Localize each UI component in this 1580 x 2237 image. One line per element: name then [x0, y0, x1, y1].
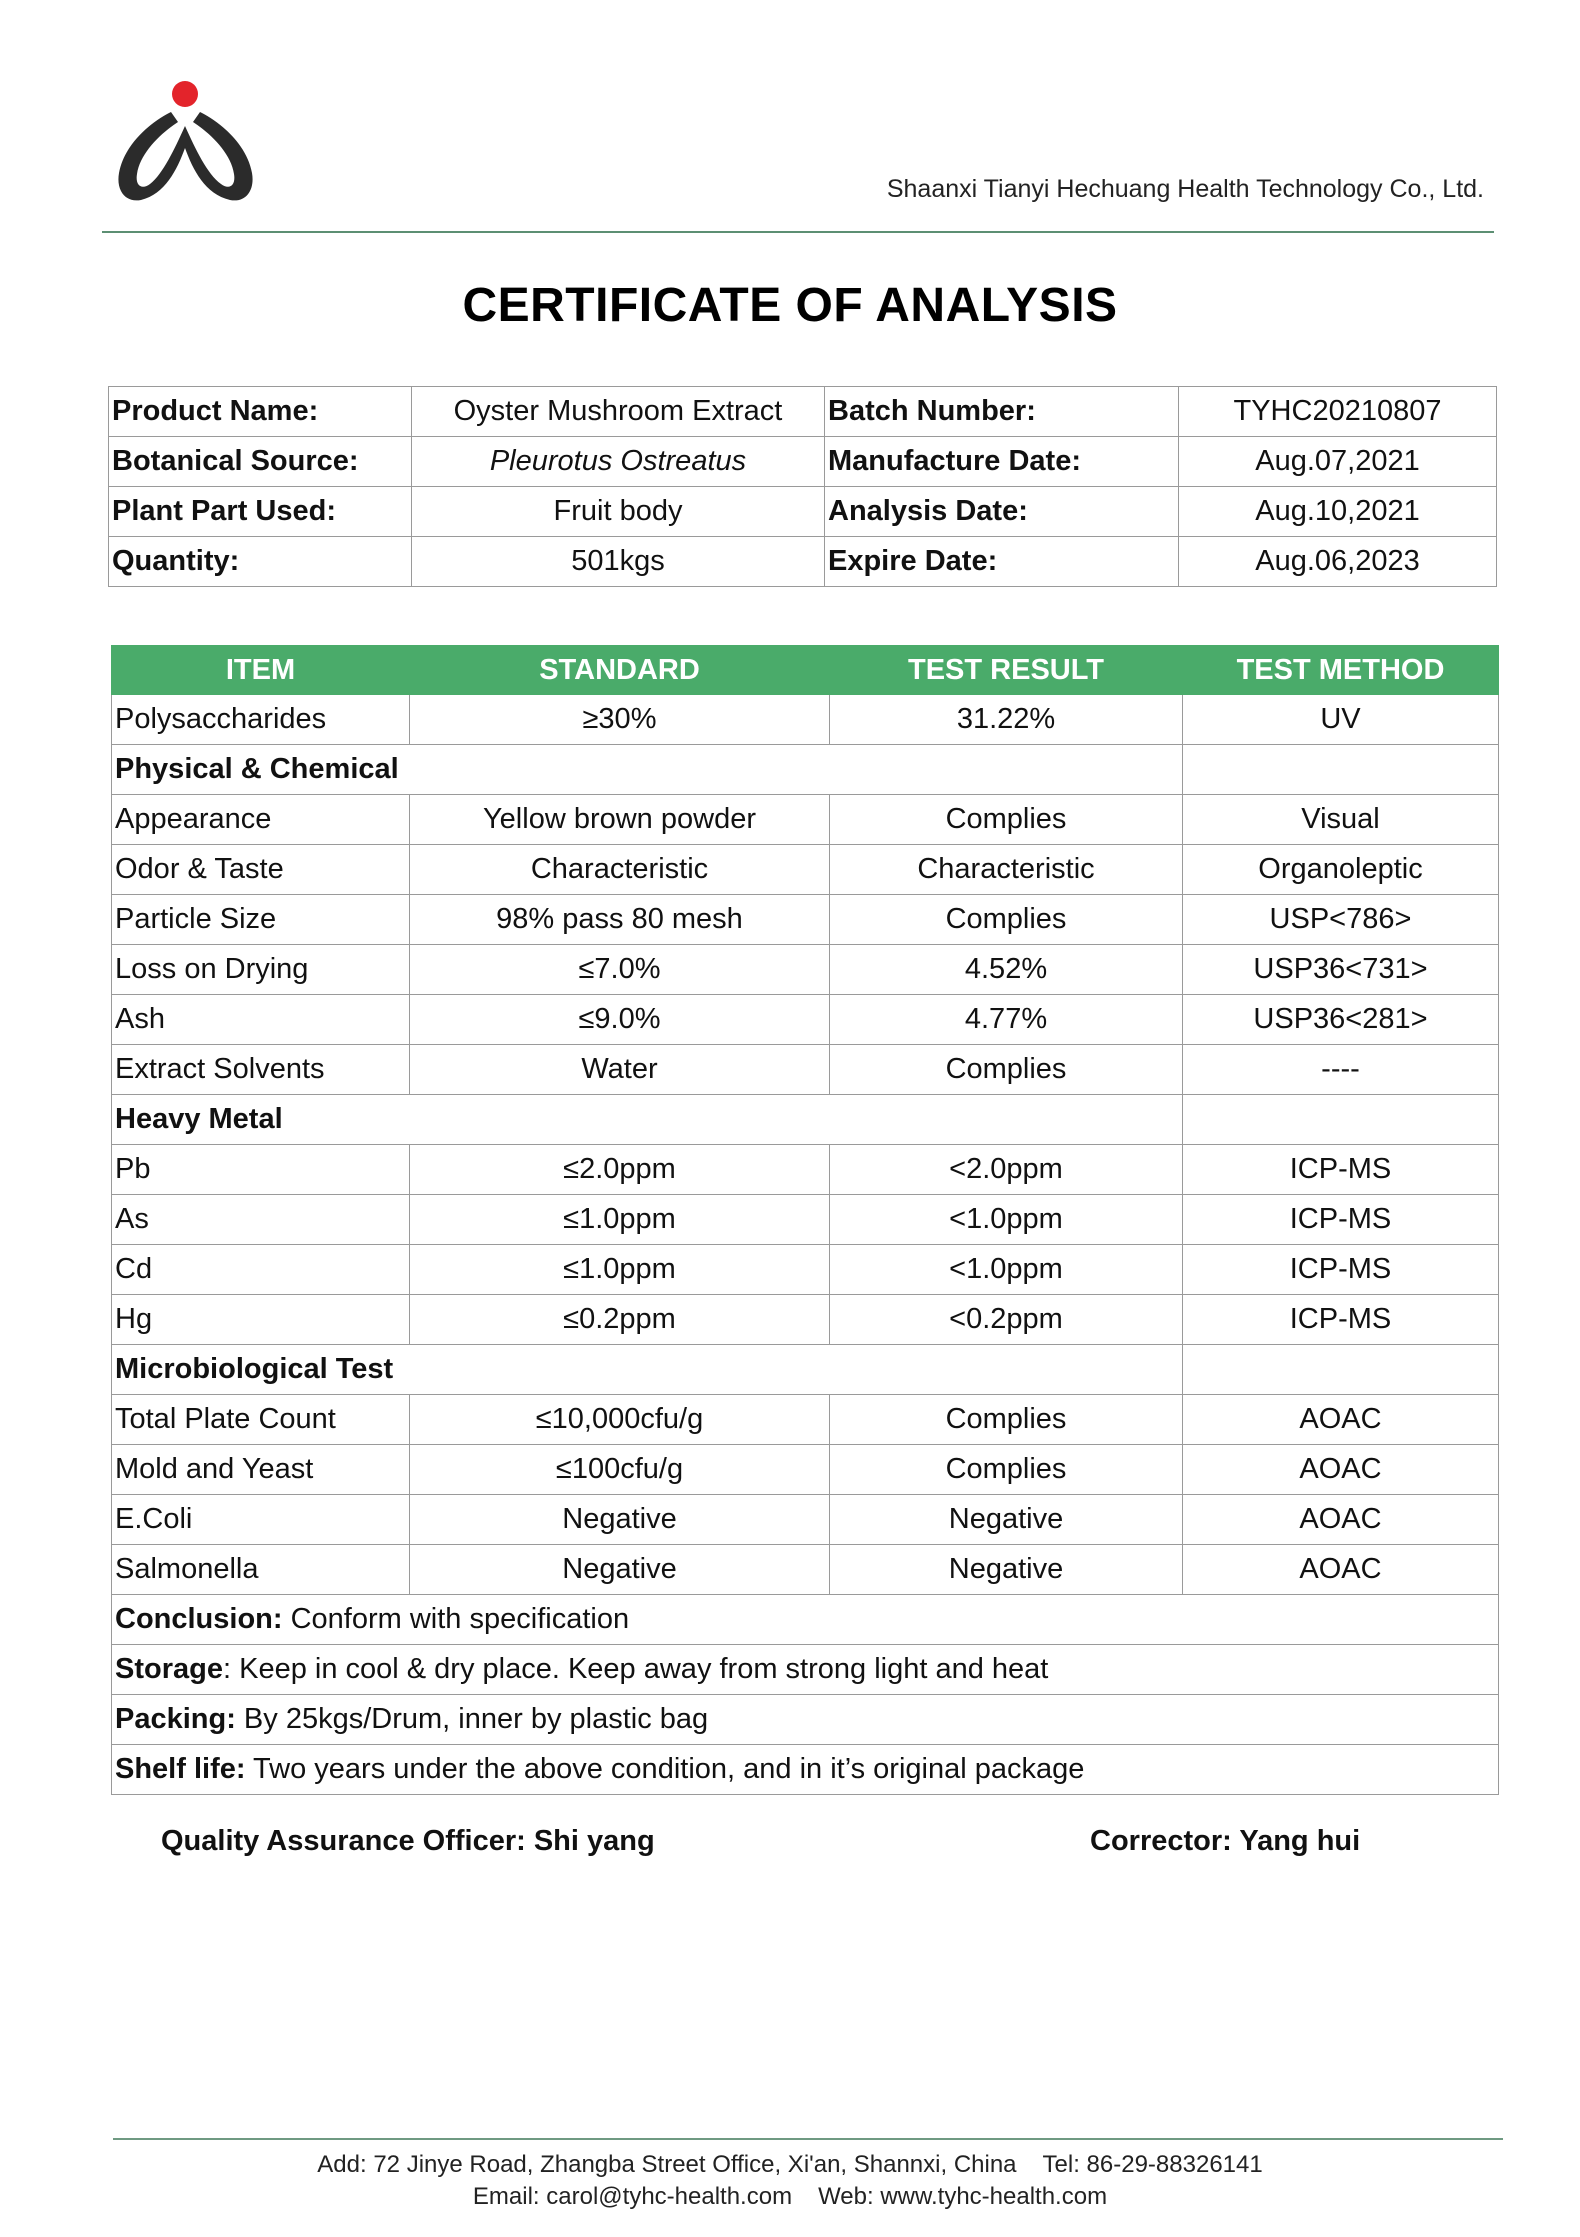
results-body [112, 695, 1499, 1795]
standard-cell: ≤10,000cfu/g [410, 1395, 830, 1445]
info-value: Pleurotus Ostreatus [412, 437, 825, 487]
info-label: Batch Number: [825, 387, 1179, 437]
item-cell: Particle Size [112, 895, 410, 945]
section-heading: Heavy Metal [112, 1095, 1183, 1145]
method-cell: AOAC [1183, 1545, 1499, 1595]
info-value: Oyster Mushroom Extract [412, 387, 825, 437]
method-cell: UV [1183, 695, 1499, 745]
standard-cell: ≤7.0% [410, 945, 830, 995]
standard-cell: Negative [410, 1495, 830, 1545]
table-row [112, 845, 1499, 895]
table-row [112, 795, 1499, 845]
info-label: Product Name: [109, 387, 412, 437]
method-cell: USP36<731> [1183, 945, 1499, 995]
info-row [109, 387, 1497, 437]
note-text: : Keep in cool & dry place. Keep away from strong light and heat [222, 1653, 1049, 1685]
result-cell: Complies [830, 1045, 1183, 1095]
method-cell: ---- [1183, 1045, 1499, 1095]
item-cell: Salmonella [112, 1545, 410, 1595]
section-row [112, 1095, 1499, 1145]
column-header: TEST METHOD [1183, 646, 1499, 695]
company-logo [113, 78, 258, 206]
company-name: Shaanxi Tianyi Hechuang Health Technology Co., Ltd. [886, 175, 1484, 203]
method-cell: Organoleptic [1183, 845, 1499, 895]
product-info-table [108, 386, 1497, 587]
method-cell: AOAC [1183, 1445, 1499, 1495]
result-cell: <0.2ppm [830, 1295, 1183, 1345]
result-cell: <2.0ppm [830, 1145, 1183, 1195]
item-cell: Odor & Taste [112, 845, 410, 895]
item-cell: Pb [112, 1145, 410, 1195]
results-header-row [112, 646, 1499, 695]
result-cell: Complies [830, 1395, 1183, 1445]
item-cell: Loss on Drying [112, 945, 410, 995]
info-value: Aug.10,2021 [1179, 487, 1497, 537]
standard-cell: ≥30% [410, 695, 830, 745]
standard-cell: 98% pass 80 mesh [410, 895, 830, 945]
method-cell: AOAC [1183, 1495, 1499, 1545]
header-divider [102, 231, 1494, 233]
footer-web: Web: www.tyhc-health.com [818, 2183, 1108, 2210]
result-cell: Characteristic [830, 845, 1183, 895]
footer-line-1 [0, 2151, 1580, 2179]
note-label: Storage [115, 1653, 223, 1685]
note-row [112, 1645, 1499, 1695]
info-label: Analysis Date: [825, 487, 1179, 537]
section-row [112, 745, 1499, 795]
info-value: Aug.06,2023 [1179, 537, 1497, 587]
note-row [112, 1695, 1499, 1745]
info-value: TYHC20210807 [1179, 387, 1497, 437]
table-row [112, 1045, 1499, 1095]
result-cell: 4.77% [830, 995, 1183, 1045]
note-text: By 25kgs/Drum, inner by plastic bag [235, 1703, 709, 1735]
item-cell: E.Coli [112, 1495, 410, 1545]
method-cell: Visual [1183, 795, 1499, 845]
note-label: Shelf life: [115, 1753, 246, 1785]
info-label: Manufacture Date: [825, 437, 1179, 487]
column-header: STANDARD [410, 646, 830, 695]
table-row [112, 1195, 1499, 1245]
result-cell: <1.0ppm [830, 1195, 1183, 1245]
standard-cell: Negative [410, 1545, 830, 1595]
result-cell: Complies [830, 895, 1183, 945]
table-row [112, 1145, 1499, 1195]
item-cell: Total Plate Count [112, 1395, 410, 1445]
method-cell: ICP-MS [1183, 1195, 1499, 1245]
note-text: Two years under the above condition, and in it’s original package [245, 1753, 1085, 1785]
result-cell: Complies [830, 795, 1183, 845]
note-cell [112, 1595, 1499, 1645]
table-row [112, 1495, 1499, 1545]
empty-cell [1183, 1095, 1499, 1145]
logo-mark [118, 112, 252, 200]
standard-cell: ≤9.0% [410, 995, 830, 1045]
footer-divider [113, 2138, 1503, 2140]
info-label: Botanical Source: [109, 437, 412, 487]
item-cell: Hg [112, 1295, 410, 1345]
method-cell: USP<786> [1183, 895, 1499, 945]
item-cell: Polysaccharides [112, 695, 410, 745]
table-row [112, 1545, 1499, 1595]
footer-address: Add: 72 Jinye Road, Zhangba Street Office, Xi'an, Shannxi, China [317, 2151, 1017, 2178]
item-cell: Appearance [112, 795, 410, 845]
result-cell: 31.22% [830, 695, 1183, 745]
result-cell: <1.0ppm [830, 1245, 1183, 1295]
page-title: CERTIFICATE OF ANALYSIS [462, 279, 1118, 332]
note-cell [112, 1695, 1499, 1745]
empty-cell [1183, 745, 1499, 795]
note-row [112, 1745, 1499, 1795]
info-label: Expire Date: [825, 537, 1179, 587]
method-cell: AOAC [1183, 1395, 1499, 1445]
item-cell: Extract Solvents [112, 1045, 410, 1095]
logo-dot [172, 81, 198, 107]
empty-cell [1183, 1345, 1499, 1395]
result-cell: 4.52% [830, 945, 1183, 995]
table-row [112, 695, 1499, 745]
standard-cell: ≤1.0ppm [410, 1245, 830, 1295]
info-value: 501kgs [412, 537, 825, 587]
section-row [112, 1345, 1499, 1395]
note-row [112, 1595, 1499, 1645]
result-cell: Negative [830, 1545, 1183, 1595]
info-row [109, 537, 1497, 587]
section-heading: Microbiological Test [112, 1345, 1183, 1395]
method-cell: ICP-MS [1183, 1245, 1499, 1295]
standard-cell: ≤100cfu/g [410, 1445, 830, 1495]
column-header: ITEM [112, 646, 410, 695]
standard-cell: ≤0.2ppm [410, 1295, 830, 1345]
note-label: Packing: [115, 1703, 236, 1735]
info-value: Aug.07,2021 [1179, 437, 1497, 487]
standard-cell: Water [410, 1045, 830, 1095]
info-row [109, 487, 1497, 537]
item-cell: Ash [112, 995, 410, 1045]
standard-cell: Characteristic [410, 845, 830, 895]
item-cell: Cd [112, 1245, 410, 1295]
result-cell: Negative [830, 1495, 1183, 1545]
footer-email: Email: carol@tyhc-health.com [472, 2183, 793, 2210]
method-cell: ICP-MS [1183, 1295, 1499, 1345]
table-row [112, 1445, 1499, 1495]
corrector-signature: Corrector: Yang hui [1090, 1825, 1361, 1857]
note-label: Conclusion: [115, 1603, 283, 1635]
footer-line-2 [0, 2183, 1580, 2211]
item-cell: As [112, 1195, 410, 1245]
table-row [112, 1295, 1499, 1345]
standard-cell: ≤2.0ppm [410, 1145, 830, 1195]
test-results-table [111, 645, 1499, 1795]
section-heading: Physical & Chemical [112, 745, 1183, 795]
table-row [112, 895, 1499, 945]
footer-tel: Tel: 86-29-88326141 [1042, 2151, 1263, 2178]
standard-cell: ≤1.0ppm [410, 1195, 830, 1245]
method-cell: USP36<281> [1183, 995, 1499, 1045]
standard-cell: Yellow brown powder [410, 795, 830, 845]
table-row [112, 1395, 1499, 1445]
qa-signature: Quality Assurance Officer: Shi yang [161, 1825, 655, 1857]
item-cell: Mold and Yeast [112, 1445, 410, 1495]
result-cell: Complies [830, 1445, 1183, 1495]
note-cell [112, 1645, 1499, 1695]
info-value: Fruit body [412, 487, 825, 537]
info-label: Plant Part Used: [109, 487, 412, 537]
table-row [112, 1245, 1499, 1295]
note-text: Conform with specification [282, 1603, 630, 1635]
table-row [112, 995, 1499, 1045]
table-row [112, 945, 1499, 995]
info-row [109, 437, 1497, 487]
note-cell [112, 1745, 1499, 1795]
info-label: Quantity: [109, 537, 412, 587]
method-cell: ICP-MS [1183, 1145, 1499, 1195]
column-header: TEST RESULT [830, 646, 1183, 695]
